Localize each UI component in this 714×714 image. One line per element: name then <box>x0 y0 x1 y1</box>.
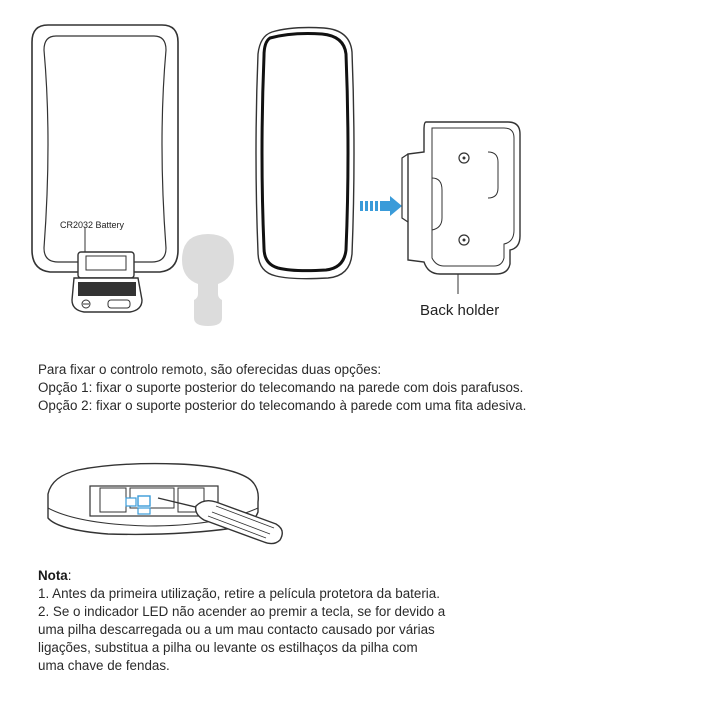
back-holder-illustration <box>398 118 528 298</box>
battery-label: CR2032 Battery <box>60 220 125 230</box>
note-line-3: uma pilha descarregada ou a um mau contacto causado por várias <box>38 622 435 637</box>
note-title-text: Nota <box>38 568 68 583</box>
instructions-intro: Para fixar o controlo remoto, são oferecidas duas opções: <box>38 362 382 377</box>
note-line-4: ligações, substitua a pilha ou levante os estilhaços da pilha com <box>38 640 418 655</box>
note-title-colon: : <box>67 568 72 583</box>
note-title <box>38 568 72 583</box>
note-line-1: 1. Antes da primeira utilização, retire a película protetora da bateria. <box>38 586 440 601</box>
remote-screwdriver-illustration <box>38 458 288 548</box>
back-holder-label: Back holder <box>420 302 500 319</box>
remote-back-illustration <box>30 20 180 320</box>
note-line-2: 2. Se o indicador LED não acender ao premir a tecla, se for devido a <box>38 604 446 619</box>
note-line-5: uma chave de fendas. <box>38 658 170 673</box>
instructions-option-2: Opção 2: fixar o suporte posterior do telecomando à parede com uma fita adesiva. <box>38 398 527 413</box>
remote-front-illustration <box>252 24 362 284</box>
instructions-option-1: Opção 1: fixar o suporte posterior do telecomando na parede com dois parafusos. <box>38 380 524 395</box>
adhesive-pad-illustration <box>178 232 238 332</box>
